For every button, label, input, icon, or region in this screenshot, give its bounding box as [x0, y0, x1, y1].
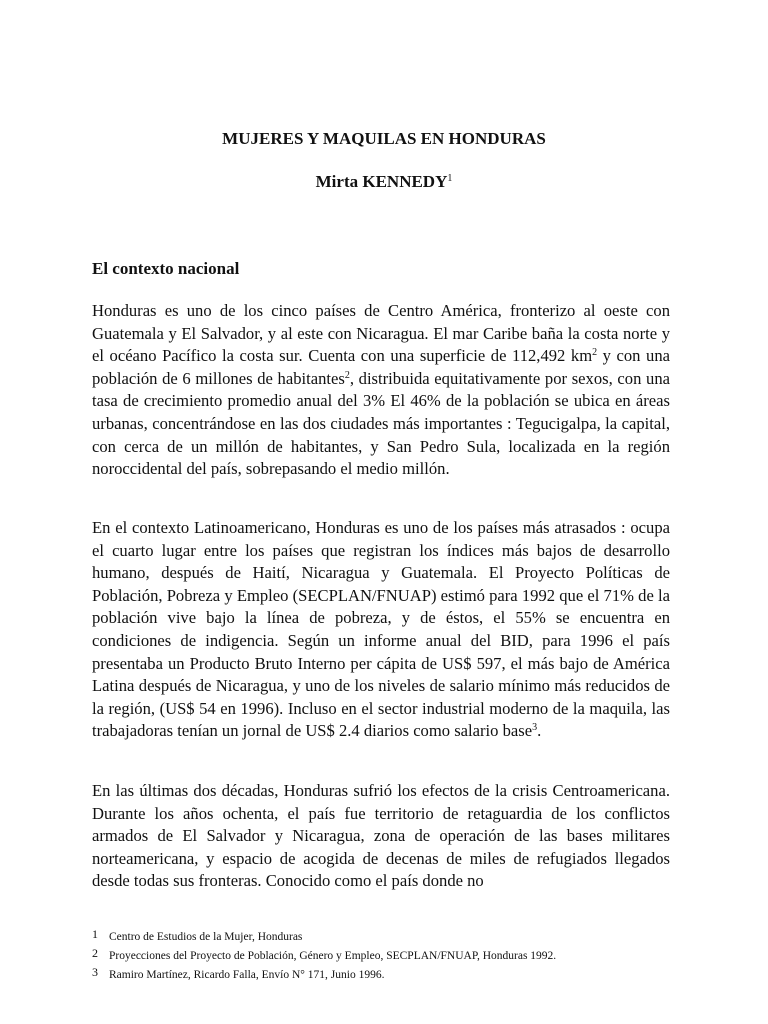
- footnote-2: [92, 947, 692, 966]
- footnote-1: [92, 928, 692, 947]
- author-footnote-mark: 1: [447, 173, 453, 184]
- paragraph-3-text: En las últimas dos décadas, Honduras sufrió los efectos de la crisis Centroamericana. Durante los años ochenta, el país fue territorio de retaguardia de los conflictos armados de El Salvador y Nicaragua, zona de operación de las bases militares norteamericana, y espacio de acogida de decenas de miles de refugiados llegados desde todas sus fronteras. Conocido como el país donde no: [92, 781, 670, 891]
- superscript-km2: 2: [592, 347, 598, 359]
- footnotes: [92, 928, 692, 985]
- author-line: [0, 171, 768, 193]
- footnote-text: Centro de Estudios de la Mujer, Honduras: [109, 931, 303, 943]
- paragraph-3: [92, 780, 670, 893]
- section-heading: El contexto nacional: [92, 259, 240, 278]
- paragraph-1-text-c: , distribuida equitativamente por sexos, con una tasa de crecimiento promedio anual del 3% El 46% de la población se ubica en áreas urbanas, concentrándose en las dos ciudades más importantes : Tegucigalpa, la capital, con cerca de un millón de habitantes, y San Pedro Sula, localizada en la región noroccidental del país, sobrepasando el medio millón.: [92, 368, 670, 479]
- footnote-3: [92, 966, 692, 985]
- footnote-number: 2: [92, 946, 98, 960]
- footnote-text: Proyecciones del Proyecto de Población, Género y Empleo, SECPLAN/FNUAP, Honduras 1992.: [109, 950, 557, 962]
- author-name: Mirta KENNEDY: [315, 172, 448, 191]
- paragraph-2-text-a: En el contexto Latinoamericano, Honduras es uno de los países más atrasados : ocupa el cuarto lugar entre los países que registran los índices más bajos de desarrollo humano, después de Haití, Nicaragua y Guatemala. El Proyecto Políticas de Población, Pobreza y Empleo (SECPLAN/FNUAP) estimó para 1992 que el 71% de la población vive bajo la línea de pobreza, y de éstos, el 55% se encuentra en condiciones de indigencia. Según un informe anual del BID, para 1996 el país presentaba un Producto Bruto Interno per cápita de US$ 597, el más bajo de América Latina después de Nicaragua, y uno de los niveles de salario mínimo más reducidos de la región, (US$ 54 en 1996). Incluso en el sector industrial moderno de la maquila, las trabajadoras tenían un jornal de US$ 2.4 diarios como salario base: [92, 518, 670, 741]
- footnote-number: 3: [92, 965, 98, 979]
- document-title: MUJERES Y MAQUILAS EN HONDURAS: [222, 129, 546, 148]
- footnote-ref-3: 3: [532, 722, 538, 734]
- paragraph-1-text-b: y con una población de 6 millones de habitantes: [92, 346, 670, 388]
- paragraph-2-text-b: .: [537, 721, 542, 741]
- paragraph-1: [92, 300, 670, 481]
- paragraph-1-text-a: Honduras es uno de los cinco países de Centro América, fronterizo al oeste con Guatemala y El Salvador, y al este con Nicaragua. El mar Caribe baña la costa norte y el océano Pacífico la costa sur. Cuenta con una superficie de 112,492 km: [92, 301, 670, 366]
- footnote-text: Ramiro Martínez, Ricardo Falla, Envío N° 171, Junio 1996.: [109, 969, 385, 981]
- paragraph-2: [92, 517, 670, 743]
- footnote-ref-2: 2: [344, 369, 350, 381]
- footnote-number: 1: [92, 927, 98, 941]
